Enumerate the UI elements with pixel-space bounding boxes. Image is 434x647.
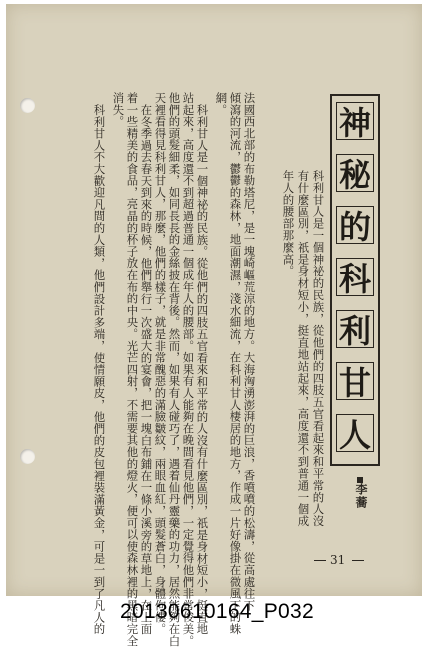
body-line: 傾瀉的河流，鬱鬱的森林，地面潮濕，淺水細流，在科利甘人棲居的地方，作成一片好像掛在微風下的蛛 (228, 92, 243, 635)
title-character: 科 (336, 258, 374, 296)
title-character: 秘 (336, 154, 374, 192)
body-line: 網。 (214, 92, 229, 116)
punch-hole (20, 98, 35, 113)
article-title-box (330, 94, 380, 466)
intro-line: 有什麼區別，祇是身材短小，挺直地站起來，高度還不到普通一個成 (296, 170, 311, 527)
intro-line: 科利甘人是一個神祕的民族，從他們的四肢五官看起來和平常的人沒 (311, 170, 326, 527)
page-number: 31 (330, 553, 346, 567)
body-line: 消失。 (111, 92, 126, 128)
page-number-dash (352, 560, 364, 561)
author-name: 李蕎 (354, 483, 368, 509)
punch-hole (20, 449, 35, 464)
title-character: 的 (336, 206, 374, 244)
body-line: 他們的頭髮細柔，如同長長的金絲披在背後。然而，如果有人碰巧了，遇着仙丹靈藥的功力，居然能夠在白 (167, 92, 182, 647)
body-line: 着一些精美的食品，亮晶的杯子放在布的中央。光芒四射，不需要其他的燈火，便可以使森林裡的黑暗完全 (125, 92, 140, 647)
page-number-dash (314, 560, 326, 561)
body-line: 法國西北部的布勒塔尼，是一塊崎嶇荒涼的地方。大海洶湧澎湃的巨浪，香噴噴的松濤，從高處往下 (242, 92, 257, 612)
body-line: 在冬季過去春天到來的時候，他們舉行一次盛大的宴會，把一塊白布鋪在一條小溪旁的草地上，在上面 (139, 104, 154, 635)
title-character: 神 (336, 102, 374, 140)
title-character: 甘 (336, 362, 374, 400)
body-line: 天裡看得見科利甘人，那麼，他們的樣子，就是非常醜惡的滿臉皺紋，兩眼血紅，頭髮蒼白，身體佝僂。 (153, 92, 168, 635)
body-line: 站起來，高度還不到超過普通一個成年人的腰部。如果有人能夠在晚間看見他們，一定覺得他們非常俊美。 (181, 92, 196, 647)
title-character: 人 (336, 414, 374, 452)
body-line: 科利甘人不大歡迎凡間的人類，他們設計多端，使情願皮，他們的皮包裡裝滿黃金，可是一到了凡人的 (92, 104, 107, 635)
body-line: 科利甘人是一個神祕的民族。從他們的四肢五官看來和平常的人沒有什麼區別，祇是身材短小，挺直地 (195, 104, 210, 635)
intro-line: 年人的腰部那麼高。 (281, 170, 296, 278)
title-character: 利 (336, 310, 374, 348)
archive-caption: 20130610164_P032 (120, 600, 314, 623)
